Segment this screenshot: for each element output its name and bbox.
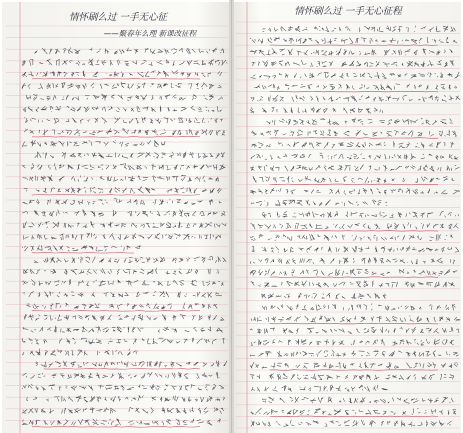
right-page <box>233 2 461 433</box>
right-page-title: 情怀刷么过 一手无心征程 <box>294 6 402 17</box>
left-page-subtitle: ——聚春年么理 新课改征程 <box>103 29 197 38</box>
left-page-title: 情怀刷么过 一手无心征 <box>68 12 168 23</box>
left-page <box>2 2 230 433</box>
